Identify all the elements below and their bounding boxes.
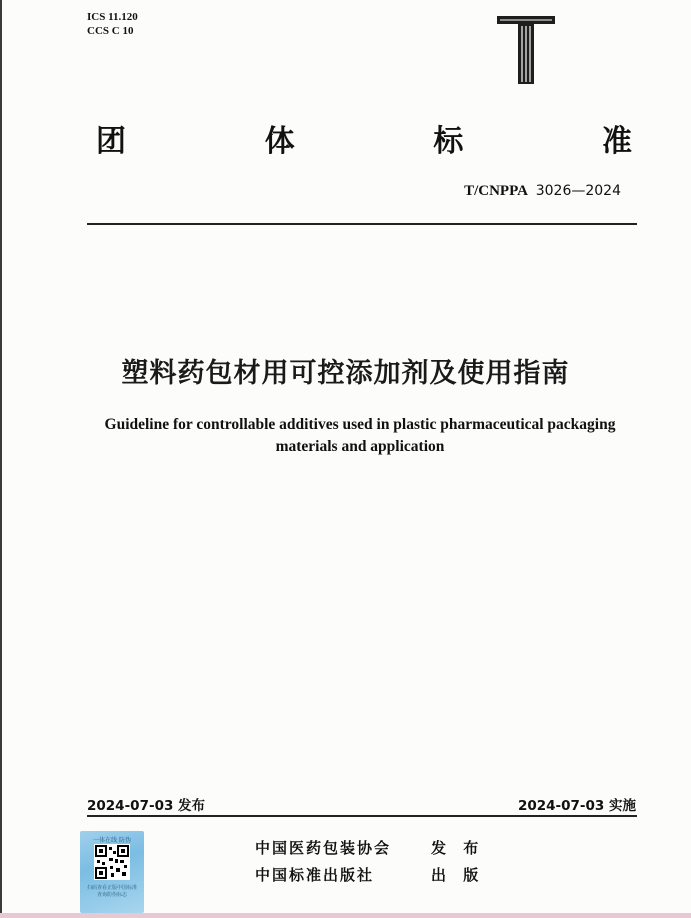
publisher-name: 中国医药包装协会	[255, 839, 392, 857]
publisher-row	[255, 864, 485, 885]
standard-type-heading	[96, 116, 632, 159]
group-standard-t-logo	[497, 16, 555, 84]
sticker-footer-line: 查询防伪标志	[96, 892, 127, 898]
publisher-row	[255, 837, 485, 858]
anti-counterfeit-sticker	[80, 831, 144, 913]
ccs-code: CCS C 10	[87, 25, 134, 37]
standard-type-char: 标	[433, 124, 464, 159]
sticker-caption: 一体在线 防伪	[93, 837, 131, 844]
scan-edge-bottom	[0, 913, 691, 918]
publisher-action: 出 版	[431, 866, 485, 884]
sticker-footer-line: 扫码查看正版中国标准	[86, 885, 137, 891]
standard-code	[464, 183, 621, 200]
publisher-action: 发 布	[431, 839, 485, 857]
classification-codes	[87, 10, 138, 38]
title-chinese: 塑料药包材用可控添加剂及使用指南	[121, 358, 570, 389]
standard-code-prefix: T/CNPPA	[464, 183, 528, 199]
standard-type-char: 准	[601, 124, 632, 159]
ics-code: ICS 11.120	[87, 11, 138, 23]
publisher-name: 中国标准出版社	[255, 866, 375, 884]
implementation-date: 2024-07-03 实施	[517, 798, 636, 814]
scan-edge-left	[0, 0, 2, 918]
title-english-line: materials and application	[275, 438, 445, 455]
standard-type-char: 体	[264, 124, 295, 159]
sticker-footer	[80, 885, 144, 899]
qr-code-icon	[94, 844, 130, 880]
title-english	[70, 414, 650, 458]
title-english-line: Guideline for controllable additives used in plastic pharmaceutical packaging	[104, 416, 616, 433]
standard-code-number: 3026—2024	[535, 183, 621, 199]
issue-date: 2024-07-03 发布	[87, 798, 206, 814]
standard-type-char: 团	[96, 124, 126, 159]
top-divider	[87, 223, 637, 225]
bottom-divider	[87, 815, 637, 817]
